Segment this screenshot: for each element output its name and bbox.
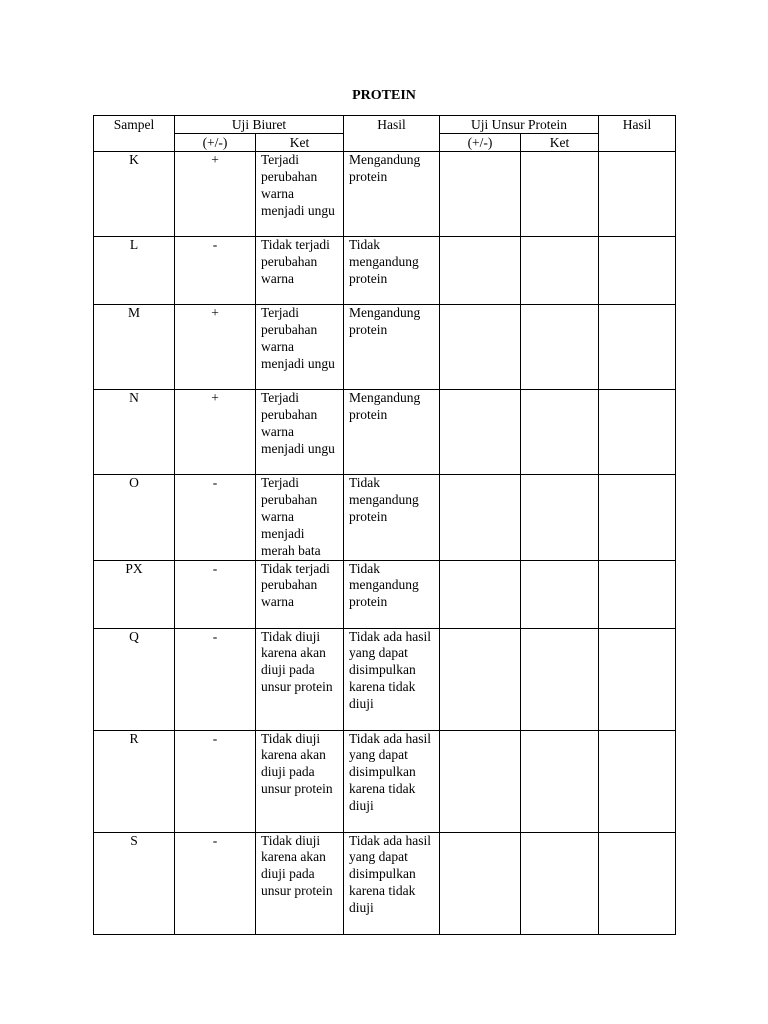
table-row bbox=[94, 390, 676, 475]
cell-hasil: Tidak mengandung protein bbox=[344, 237, 440, 305]
header-sampel: Sampel bbox=[94, 116, 175, 152]
cell-unsur-sign bbox=[440, 832, 521, 934]
subheader-unsur-sign: (+/-) bbox=[440, 134, 521, 152]
table-row bbox=[94, 628, 676, 730]
cell-biuret-sign: - bbox=[175, 628, 256, 730]
cell-sampel: K bbox=[94, 152, 175, 237]
cell-biuret-sign: - bbox=[175, 560, 256, 628]
cell-biuret-ket: Tidak diuji karena akan diuji pada unsur protein bbox=[256, 832, 344, 934]
cell-biuret-ket: Tidak diuji karena akan diuji pada unsur protein bbox=[256, 730, 344, 832]
cell-unsur-ket bbox=[521, 152, 599, 237]
subheader-biuret-sign: (+/-) bbox=[175, 134, 256, 152]
cell-unsur-ket bbox=[521, 628, 599, 730]
subheader-unsur-ket: Ket bbox=[521, 134, 599, 152]
cell-biuret-sign: - bbox=[175, 475, 256, 561]
header-hasil-biuret: Hasil bbox=[344, 116, 440, 152]
cell-biuret-sign: + bbox=[175, 390, 256, 475]
cell-unsur-sign bbox=[440, 730, 521, 832]
cell-unsur-ket bbox=[521, 475, 599, 561]
cell-unsur-sign bbox=[440, 628, 521, 730]
cell-hasil-unsur bbox=[599, 560, 676, 628]
cell-biuret-sign: + bbox=[175, 152, 256, 237]
cell-biuret-sign: + bbox=[175, 305, 256, 390]
cell-unsur-ket bbox=[521, 730, 599, 832]
cell-hasil-unsur bbox=[599, 237, 676, 305]
subheader-biuret-ket: Ket bbox=[256, 134, 344, 152]
cell-unsur-sign bbox=[440, 152, 521, 237]
cell-sampel: S bbox=[94, 832, 175, 934]
cell-biuret-sign: - bbox=[175, 832, 256, 934]
header-hasil-unsur: Hasil bbox=[599, 116, 676, 152]
cell-unsur-sign bbox=[440, 475, 521, 561]
cell-hasil-unsur bbox=[599, 305, 676, 390]
cell-hasil: Tidak mengandung protein bbox=[344, 560, 440, 628]
table-row bbox=[94, 832, 676, 934]
cell-hasil: Tidak ada hasil yang dapat disimpulkan karena tidak diuji bbox=[344, 628, 440, 730]
cell-unsur-ket bbox=[521, 832, 599, 934]
table-row bbox=[94, 237, 676, 305]
cell-hasil: Tidak mengandung protein bbox=[344, 475, 440, 561]
cell-unsur-ket bbox=[521, 305, 599, 390]
cell-biuret-ket: Terjadi perubahan warna menjadi merah bata bbox=[256, 475, 344, 561]
cell-sampel: N bbox=[94, 390, 175, 475]
cell-hasil: Tidak ada hasil yang dapat disimpulkan karena tidak diuji bbox=[344, 730, 440, 832]
cell-sampel: O bbox=[94, 475, 175, 561]
cell-biuret-sign: - bbox=[175, 730, 256, 832]
cell-unsur-ket bbox=[521, 390, 599, 475]
cell-hasil-unsur bbox=[599, 730, 676, 832]
header-row bbox=[94, 116, 676, 134]
cell-hasil-unsur bbox=[599, 832, 676, 934]
cell-unsur-sign bbox=[440, 560, 521, 628]
cell-unsur-sign bbox=[440, 305, 521, 390]
cell-hasil-unsur bbox=[599, 390, 676, 475]
cell-unsur-sign bbox=[440, 237, 521, 305]
cell-sampel: PX bbox=[94, 560, 175, 628]
cell-hasil-unsur bbox=[599, 628, 676, 730]
cell-unsur-ket bbox=[521, 237, 599, 305]
protein-table bbox=[93, 115, 676, 935]
cell-sampel: Q bbox=[94, 628, 175, 730]
cell-biuret-ket: Tidak terjadi perubahan warna bbox=[256, 560, 344, 628]
table-row bbox=[94, 730, 676, 832]
cell-hasil-unsur bbox=[599, 152, 676, 237]
cell-unsur-sign bbox=[440, 390, 521, 475]
cell-sampel: M bbox=[94, 305, 175, 390]
cell-hasil: Mengandung protein bbox=[344, 152, 440, 237]
table-row bbox=[94, 305, 676, 390]
cell-biuret-ket: Tidak diuji karena akan diuji pada unsur protein bbox=[256, 628, 344, 730]
header-uji-unsur-protein: Uji Unsur Protein bbox=[440, 116, 599, 134]
table-row bbox=[94, 152, 676, 237]
cell-hasil: Tidak ada hasil yang dapat disimpulkan karena tidak diuji bbox=[344, 832, 440, 934]
header-uji-biuret: Uji Biuret bbox=[175, 116, 344, 134]
cell-sampel: L bbox=[94, 237, 175, 305]
cell-hasil-unsur bbox=[599, 475, 676, 561]
cell-biuret-ket: Terjadi perubahan warna menjadi ungu bbox=[256, 390, 344, 475]
cell-hasil: Mengandung protein bbox=[344, 305, 440, 390]
cell-hasil: Mengandung protein bbox=[344, 390, 440, 475]
table-row bbox=[94, 475, 676, 561]
cell-unsur-ket bbox=[521, 560, 599, 628]
cell-sampel: R bbox=[94, 730, 175, 832]
cell-biuret-ket: Terjadi perubahan warna menjadi ungu bbox=[256, 152, 344, 237]
table-row bbox=[94, 560, 676, 628]
cell-biuret-ket: Tidak terjadi perubahan warna bbox=[256, 237, 344, 305]
cell-biuret-sign: - bbox=[175, 237, 256, 305]
cell-biuret-ket: Terjadi perubahan warna menjadi ungu bbox=[256, 305, 344, 390]
page-title: PROTEIN bbox=[352, 88, 416, 103]
